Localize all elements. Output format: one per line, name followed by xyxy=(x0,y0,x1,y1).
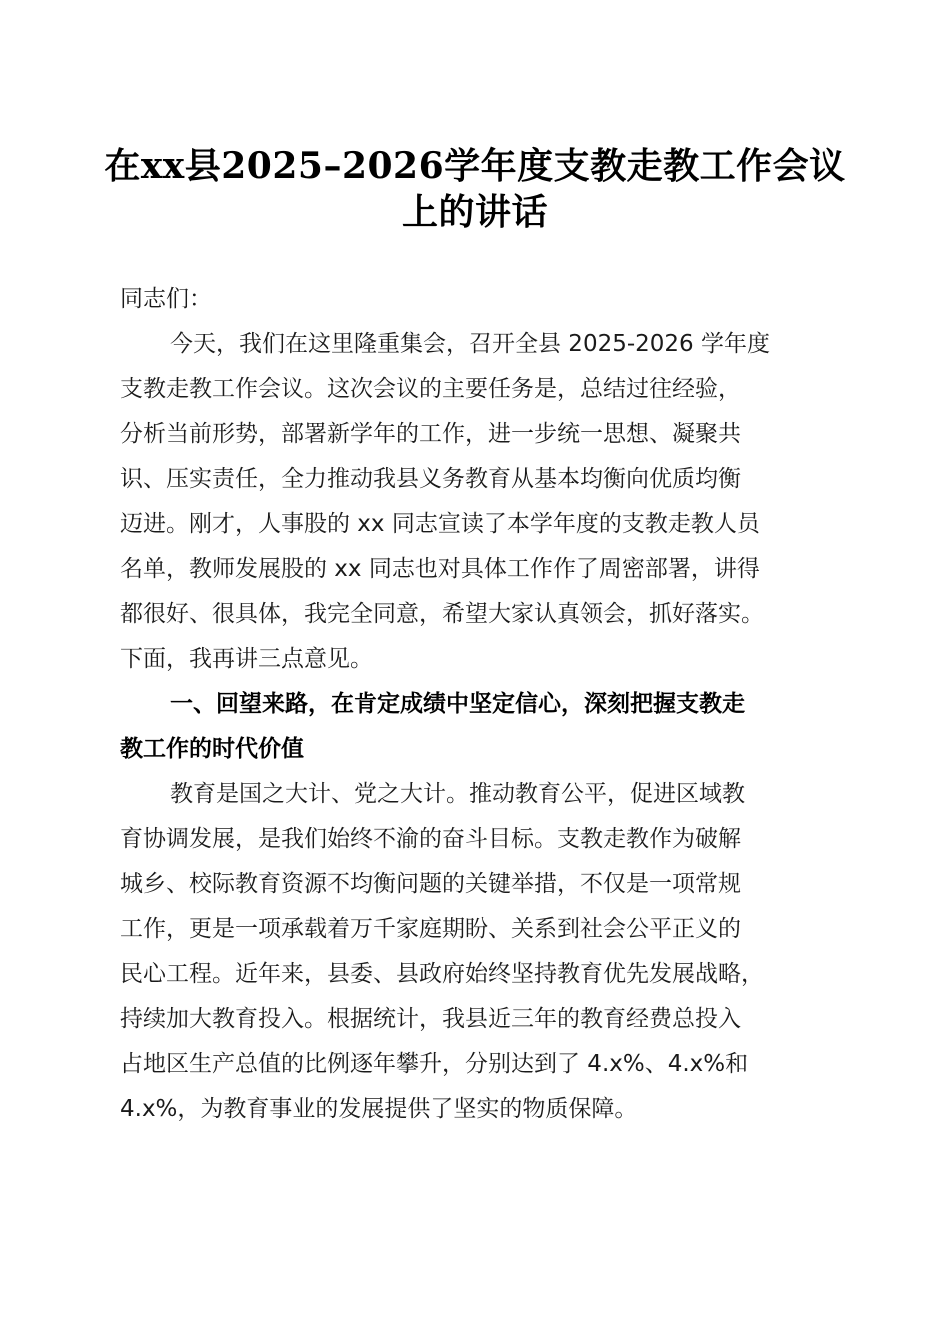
paragraph-1-line-5: 迈进。刚才，人事股的 xx 同志宣读了本学年度的支教走教人员 xyxy=(120,511,760,537)
paragraph-2-line-3: 城乡、校际教育资源不均衡问题的关键举措，不仅是一项常规 xyxy=(120,871,741,897)
paragraph-1-line-6: 名单，教师发展股的 xx 同志也对具体工作作了周密部署，讲得 xyxy=(120,556,760,582)
paragraph-1-line-1: 今天，我们在这里隆重集会，召开全县 2025-2026 学年度 xyxy=(170,331,770,357)
section-heading-1-line-2: 教工作的时代价值 xyxy=(120,736,304,762)
document-title-line-2: 上的讲话 xyxy=(401,191,548,233)
paragraph-2-line-8: 4.x%，为教育事业的发展提供了坚实的物质保障。 xyxy=(120,1096,638,1122)
paragraph-2-line-4: 工作，更是一项承载着万千家庭期盼、关系到社会公平正义的 xyxy=(120,916,741,942)
paragraph-2-line-7: 占地区生产总值的比例逐年攀升，分别达到了 4.x%、4.x%和 xyxy=(120,1051,749,1077)
paragraph-2-line-1: 教育是国之大计、党之大计。推动教育公平，促进区域教 xyxy=(170,781,745,807)
document-title-line-1: 在xx县2025–2026学年度支教走教工作会议 xyxy=(104,145,846,187)
paragraph-1-line-8: 下面，我再讲三点意见。 xyxy=(120,646,373,672)
paragraph-2-line-6: 持续加大教育投入。根据统计，我县近三年的教育经费总投入 xyxy=(120,1006,741,1032)
paragraph-2-line-2: 育协调发展，是我们始终不渝的奋斗目标。支教走教作为破解 xyxy=(120,826,741,852)
salutation: 同志们： xyxy=(120,286,212,312)
paragraph-2-line-5: 民心工程。近年来，县委、县政府始终坚持教育优先发展战略， xyxy=(120,961,764,987)
paragraph-1-line-7: 都很好、很具体，我完全同意，希望大家认真领会，抓好落实。 xyxy=(120,601,764,627)
paragraph-1-line-4: 识、压实责任，全力推动我县义务教育从基本均衡向优质均衡 xyxy=(120,466,741,492)
paragraph-1-line-2: 支教走教工作会议。这次会议的主要任务是，总结过往经验， xyxy=(120,376,741,402)
paragraph-1-line-3: 分析当前形势，部署新学年的工作，进一步统一思想、凝聚共 xyxy=(120,421,741,447)
section-heading-1-line-1: 一、回望来路，在肯定成绩中坚定信心，深刻把握支教走 xyxy=(170,691,745,717)
